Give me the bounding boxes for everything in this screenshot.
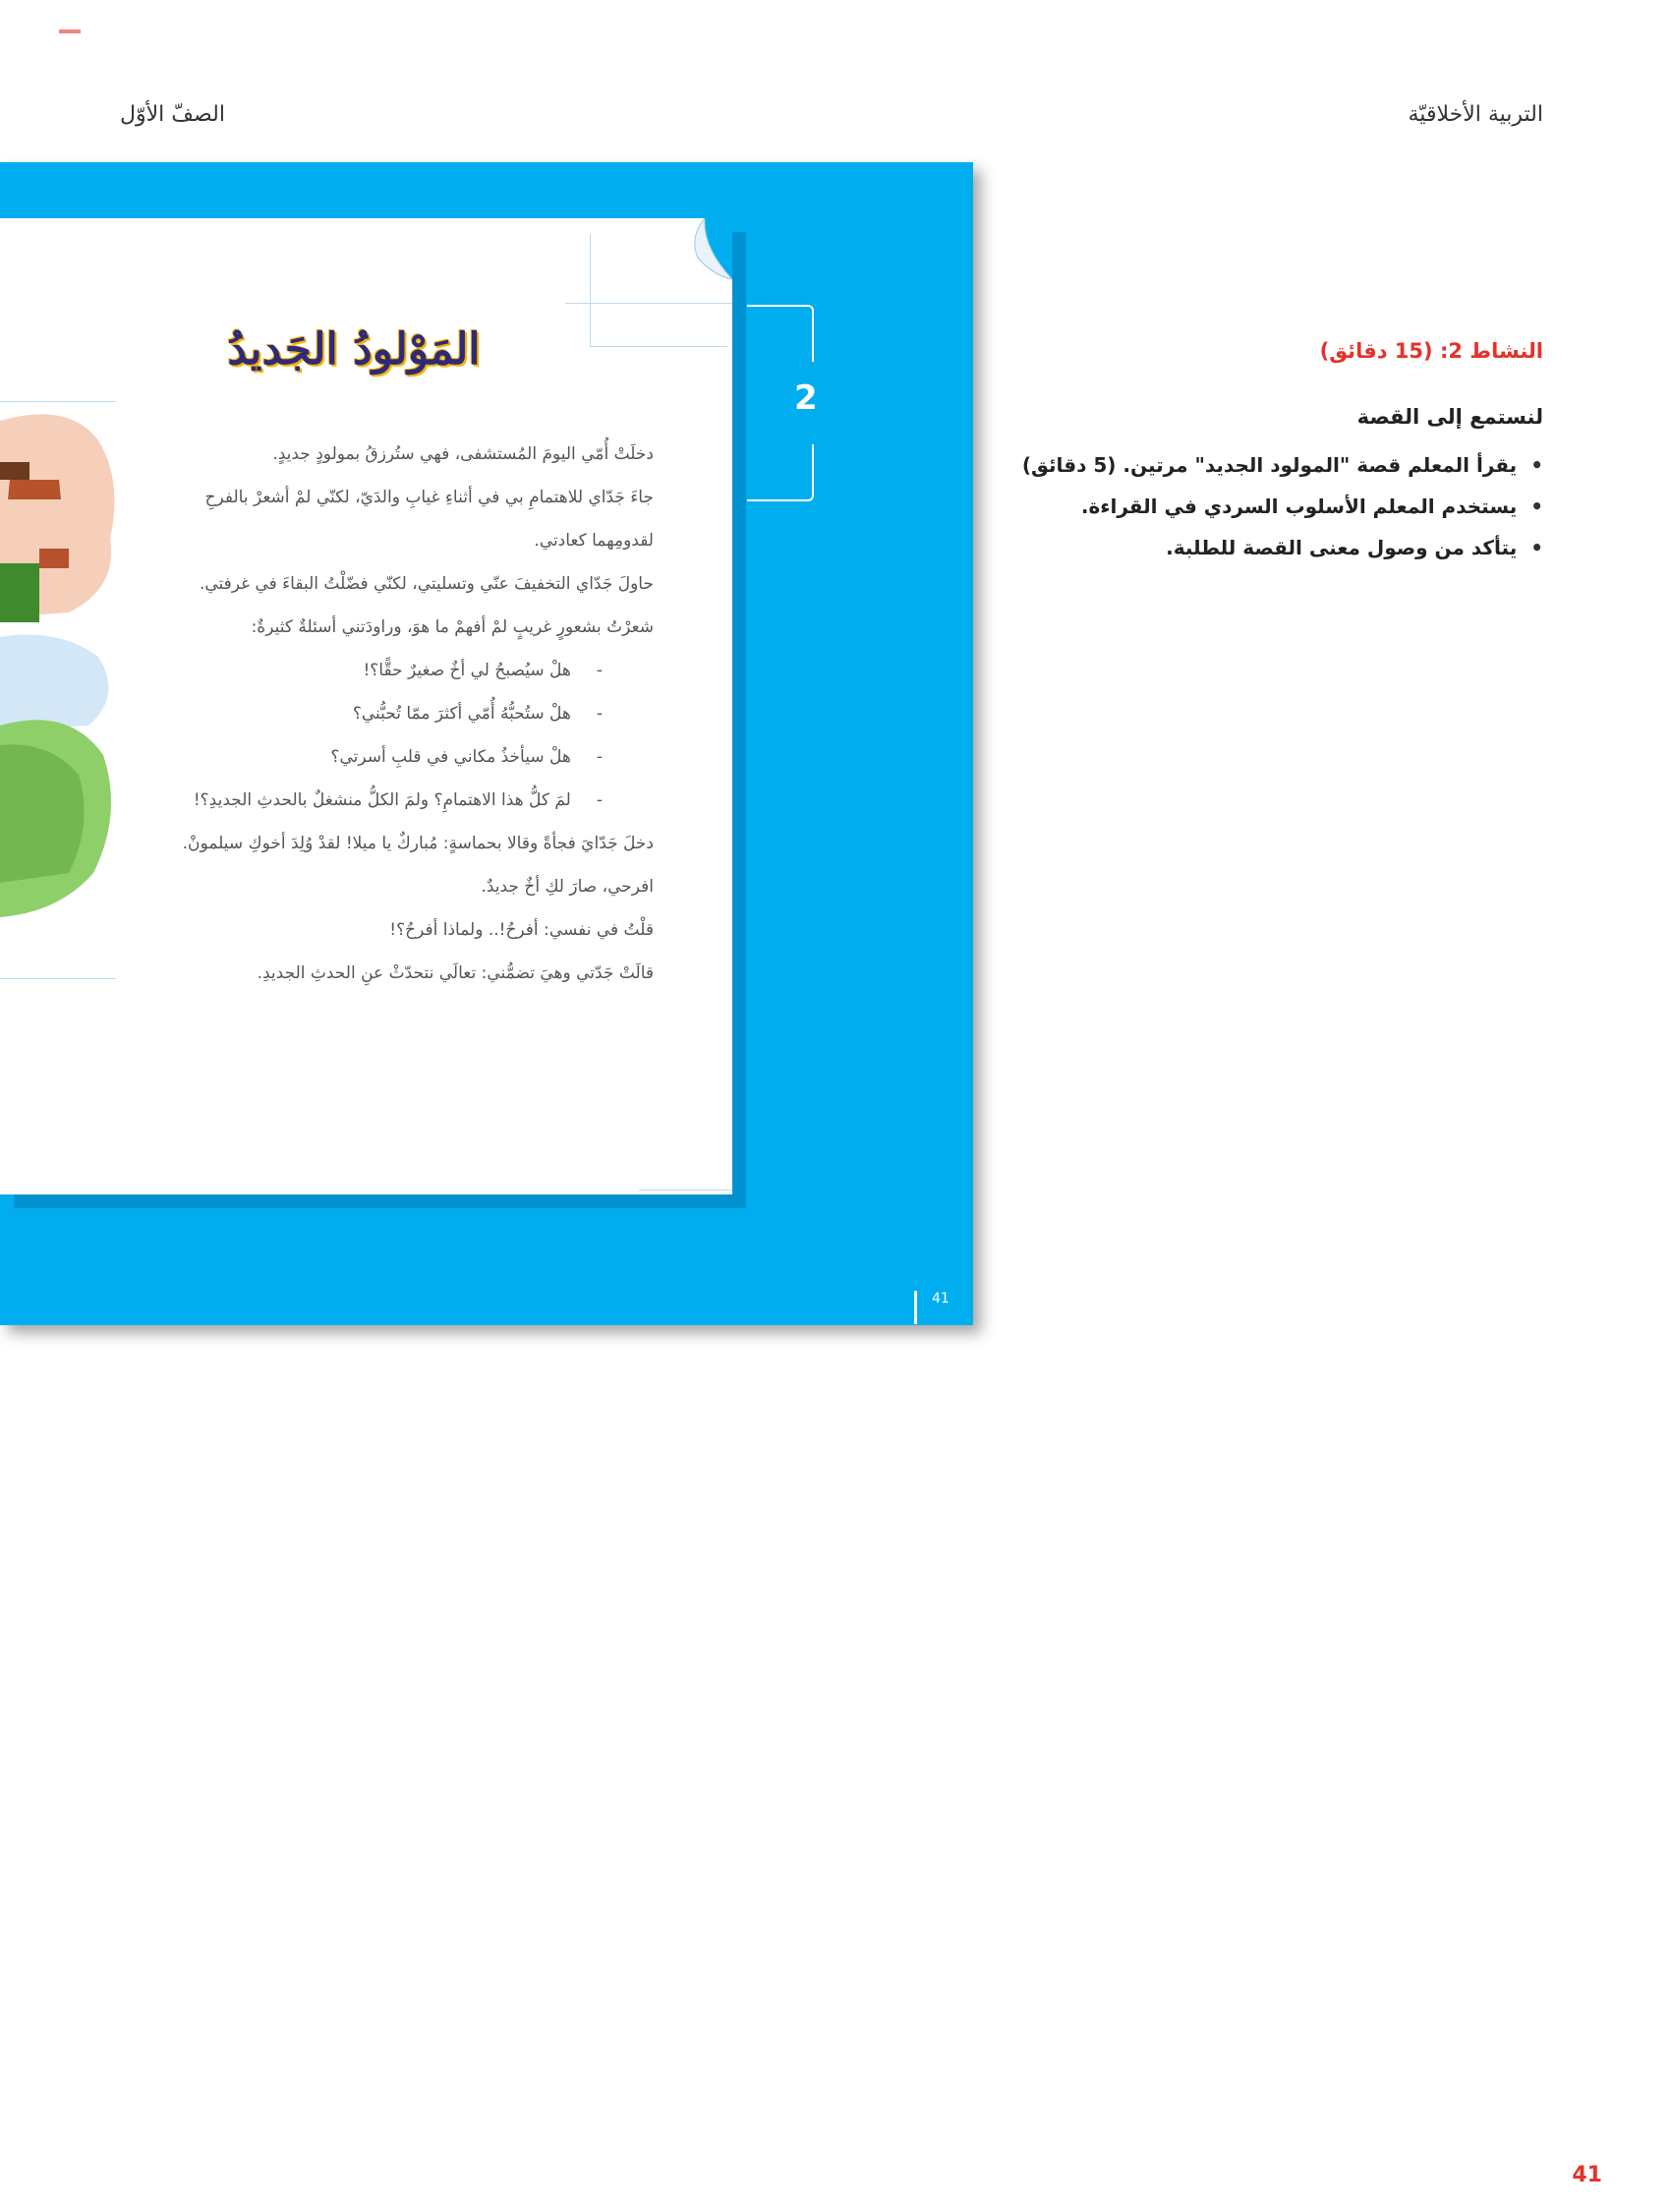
story-line: قلْتُ في نفسي: أفرحُ!.. ولماذا أفرحُ؟! [389,920,654,940]
activity-subtitle: لنستمع إلى القصة [1356,405,1543,429]
story-line: افرحي، صارَ لكِ أخٌ جديدٌ. [481,877,654,897]
header-grade: الصفّ الأوّل [120,102,225,127]
bracket-top [747,305,814,362]
page-guide [590,346,727,347]
corner-mark [59,29,81,33]
activity-bullet: • يتأكد من وصول معنى القصة للطلبة. [1022,527,1543,568]
activity-bullets [1022,444,1543,568]
story-line: شعرْتُ بشعورٍ غريبٍ لمْ أفهمْ ما هوَ، وراودَتني أسئلةٌ كثيرةٌ: [251,617,654,637]
story-question: - لمَ كلُّ هذا الاهتمامِ؟ ولمَ الكلُّ منشغلٌ بالحدثِ الجديدِ؟! [79,779,654,822]
story-question: - هلْ سيُصبحُ لي أخٌ صغيرٌ حقًّا؟! [79,649,654,692]
slide-marker-number: 2 [794,378,818,418]
slide-number: 41 [932,1291,950,1307]
bracket-bottom [747,444,814,501]
slide-number-bar [914,1291,917,1324]
story-line: دخلَتْ أُمّي اليومَ المُستشفى، فهي ستُرزقُ بمولودٍ جديدٍ. [272,444,654,464]
story-question: - هلْ سيأخذُ مكاني في قلبِ أسرتي؟ [79,735,654,779]
page-guide [639,1190,732,1191]
story-line: حاولَ جَدّاي التخفيفَ عنّي وتسليتي، لكنّي فضّلْتُ البقاءَ في غرفتي. [199,574,654,594]
activity-bullet: • يستخدم المعلم الأسلوب السردي في القراءة. [1022,486,1543,527]
page-curl-icon [644,218,732,307]
story-line: جاءَ جَدّاي للاهتمامِ بي في أثناءِ غيابِ والدَيّ، لكنّي لمْ أشعرْ بالفرحِ [204,488,654,507]
page-number: 41 [1572,2163,1602,2187]
story-text [79,433,654,995]
story-title: المَوْلودُ الجَديدُ [227,324,481,375]
story-line: قالَتْ جَدّتي وهيَ تضمُّني: تعالَي نتحدّثْ عنِ الحدثِ الجديدِ. [257,963,654,983]
story-line: دخلَ جَدّايَ فجأةً وقالا بحماسةٍ: مُباركٌ يا ميلا! لقدْ وُلِدَ أخوكِ سيلمونْ. [182,834,654,853]
story-question: - هلْ ستُحبُّهُ أُمّي أكثرَ ممّا تُحبُّني؟ [79,692,654,735]
header-subject: التربية الأخلاقيّة [1408,102,1543,127]
activity-bullet: • يقرأ المعلم قصة "المولود الجديد" مرتين. (5 دقائق) [1022,444,1543,486]
story-line: لقدومِهما كعادتي. [534,531,654,551]
page-guide [590,234,591,347]
activity-title: النشاط 2: (15 دقائق) [1319,339,1543,363]
